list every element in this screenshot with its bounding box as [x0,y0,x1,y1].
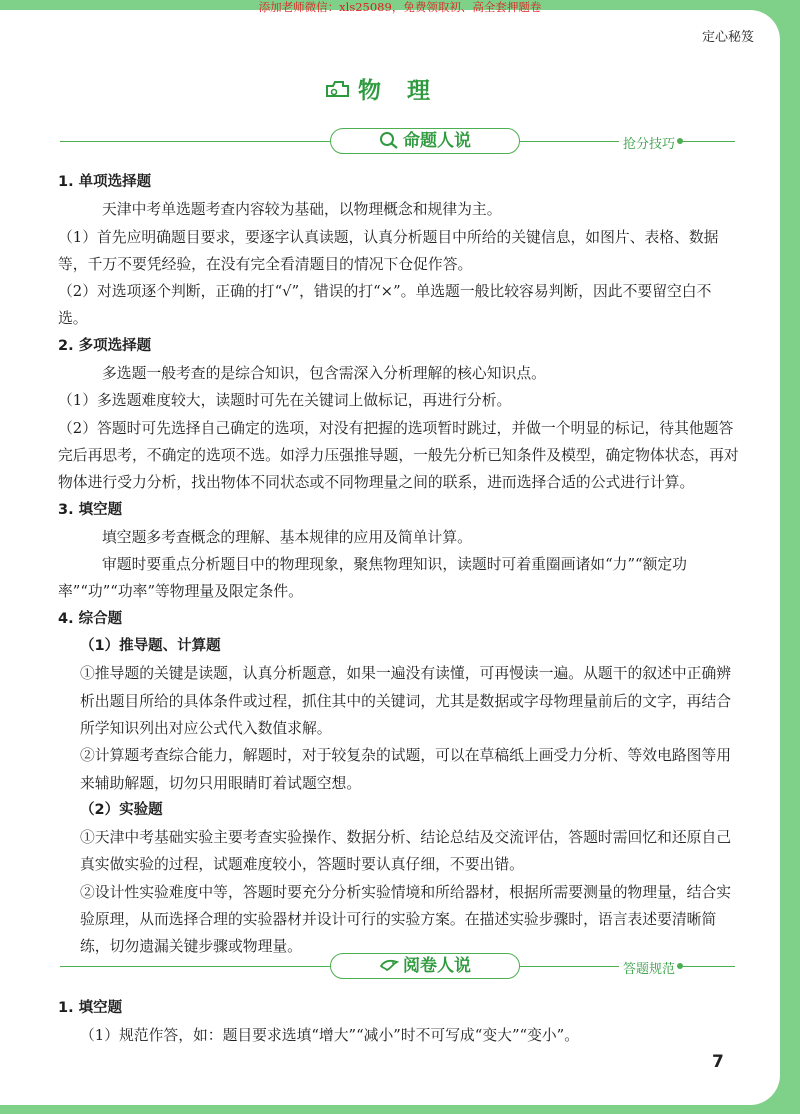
paragraph: 审题时要重点分析题目中的物理现象，聚焦物理知识，读题时可着重圈画诸如“力”“额定功率”“功”“功率”等物理量及限定条件。 [58,556,687,601]
physics-icon [324,77,354,107]
bird-icon [379,956,399,974]
paragraph: （2）答题时可先选择自己确定的选项，对没有把握的选项暂时跳过，并做一个明显的标记，待其他题答完后再思考，不确定的选项不选。如浮力压强推导题，一般先分析已知条件及模型，确定物体状态，再对物体进行受力分析，找出物体不同状态或不同物理量之间的联系，进而选择合适的公式进行计算。 [58,419,739,492]
banner-dot [677,963,683,969]
paragraph: 填空题多考查概念的理解、基本规律的应用及简单计算。 [102,528,472,546]
paragraph: （1）首先应明确题目要求，要逐字认真读题，认真分析题目中所给的关键信息，如图片、表格、数据等，千万不要凭经验，在没有完全看清题目的情况下仓促作答。 [58,228,719,273]
banner-pill [330,128,520,154]
section-heading: 2. 多项选择题 [58,337,152,354]
banner-label: 命题人说 [403,131,471,151]
page-number: 7 [712,1052,724,1072]
paragraph: ①天津中考基础实验主要考查实验操作、数据分析、结论总结及交流评估，答题时需回忆和还原自己真实做实验的过程，试题难度较小，答题时要认真仔细，不要出错。 [80,829,732,874]
magnifier-icon [379,131,399,149]
paragraph: ①推导题的关键是读题，认真分析题意，如果一遍没有读懂，可再慢读一遍。从题干的叙述中正确辨析出题目所给的具体条件或过程，抓住其中的关键词，尤其是数据或字母物理量前后的文字，再结合所学知识列出对应公式代入数值求解。 [80,665,732,737]
banner-pill [330,953,520,979]
banner-dot [677,138,683,144]
paragraph: ②设计性实验难度中等，答题时要充分分析实验情境和所给器材，根据所需要测量的物理量，结合实验原理，从而选择合理的实验器材并设计可行的实验方案。在描述实验步骤时，语言表述要清晰简练，切勿遗漏关键步骤或物理量。 [80,883,732,956]
title-text: 物理 [358,78,456,104]
banner-side-label: 答题规范 [619,958,679,977]
subsection-heading: （1）推导题、计算题 [80,638,221,655]
paragraph: 多选题一般考查的是综合知识，包含需深入分析理解的核心知识点。 [102,365,546,383]
grader-content [58,995,740,1050]
banner-grader [60,953,735,981]
header-label: 定心秘笈 [701,30,754,45]
paragraph: 天津中考单选题考查内容较为基础，以物理概念和规律为主。 [102,201,502,219]
section-heading: 1. 单项选择题 [58,174,152,190]
main-content [58,169,740,961]
page-title [0,72,780,107]
banner-side-label: 抢分技巧 [619,133,679,152]
paragraph: （1）规范作答，如：题目要求选填“增大”“减小”时不可写成“变大”“变小”。 [80,1027,580,1045]
subsection-heading: （2）实验题 [80,801,163,818]
section-heading: 4. 综合题 [58,610,123,627]
section-heading: 1. 填空题 [58,1000,123,1016]
paragraph: （1）多选题难度较大，读题时可先在关键词上做标记，再进行分析。 [58,392,512,410]
paragraph: ②计算题考查综合能力，解题时，对于较复杂的试题，可以在草稿纸上画受力分析、等效电路图等用来辅助解题，切勿只用眼睛盯着试题空想。 [80,747,732,792]
banner-proposer [60,128,735,156]
paragraph: （2）对选项逐个判断，正确的打“√”，错误的打“×”。单选题一般比较容易判断，因此不要留空白不选。 [58,283,712,328]
watermark: 添加老师微信：xls25089，免费领取初、高全套押题卷 [258,0,542,14]
section-heading: 3. 填空题 [58,501,123,518]
banner-label: 阅卷人说 [403,956,471,976]
